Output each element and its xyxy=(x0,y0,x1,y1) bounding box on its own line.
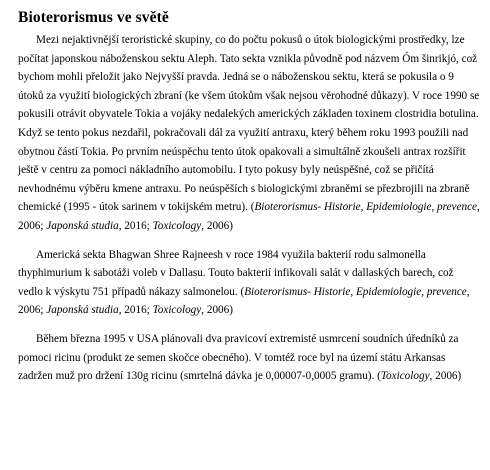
document-page xyxy=(18,8,480,386)
citation-title: Bioterorismus- Historie, Epidemiologie, prevence xyxy=(254,201,478,214)
citation-end: , 2006) xyxy=(201,304,233,317)
paragraph-ricin xyxy=(18,330,480,386)
citation-separator: , 2016; xyxy=(118,219,153,232)
citation-title: Japonská studia xyxy=(46,304,119,317)
citation-title: Toxicology xyxy=(152,304,202,317)
citation-end: , 2006) xyxy=(429,370,462,383)
paragraph-text: Mezi nejaktivnější teroristické skupiny, co do počtu pokusů o útok biologickými prostředky, lze počítat japonskou náboženskou sektu Aleph. Tato sekta vznikla původně pod názvem Óm šinrikjó, což bychom mohli přeložit jako Nejvyšší pravda. Jedná se o náboženskou sektu, která se pokusila o 9 útoků za využití biologických zbraní (ke všem útokům však nejsou věrohodné důkazy). V roce 1990 se pokusili otrávit obyvatele Tokia a vojáky nedalekých amerických základen toxinem clostridia botulina. Když se tento pokus nezdařil, pokračovali dál za využití antraxu, který během roku 1993 použili nad obytnou částí Tokia. Po prvním neúspěchu tento útok opakovali a simultálně zkoušeli antrax rozšířit ještě v centru za pomoci nákladního automobilu. I tyto pokusy byly neúspěšné, což se přičítá nevhodnému výběru kmene antraxu. Po neúspěších s biologickými zbraněmi se přezbrojili na zbraně chemické (1995 - útok sarinem v tokijském metru). ( xyxy=(18,34,480,214)
paragraph-text: Americká sekta Bhagwan Shree Rajneesh v roce 1984 využila bakterií rodu salmonella thyphimurium k sabotáži voleb v Dallasu. Touto bakterií infikovali salát v dallaských barech, což vedlo k výskytu 751 případů nákazy salmonelou. ( xyxy=(18,248,454,298)
citation-separator: , 2006; xyxy=(18,201,480,232)
citation-title: Bioterorismus- Historie, Epidemiologie, prevence xyxy=(244,285,467,298)
citation-title: Japonská studia xyxy=(46,219,119,232)
paragraph-aleph xyxy=(18,31,480,236)
citation-title: Toxicology xyxy=(380,370,430,383)
section-heading: Bioterorismus ve světě xyxy=(18,9,169,26)
citation-separator: , 2006; xyxy=(18,285,470,317)
paragraph-rajneesh xyxy=(18,246,480,320)
citation-separator: , 2016; xyxy=(118,304,153,317)
citation-end: , 2006) xyxy=(201,219,233,232)
paragraph-text: Během března 1995 v USA plánovali dva pravicoví extremisté usmrcení soudních úředníků za pomoci ricinu (produkt ze semen skočce obecného). V tomtéž roce byl na území státu Arkansas zadržen muž pro držení 130g ricinu (smrtelná dávka je 0,00007-0,0005 gramu). ( xyxy=(18,332,459,383)
citation-title: Toxicology xyxy=(152,219,202,232)
